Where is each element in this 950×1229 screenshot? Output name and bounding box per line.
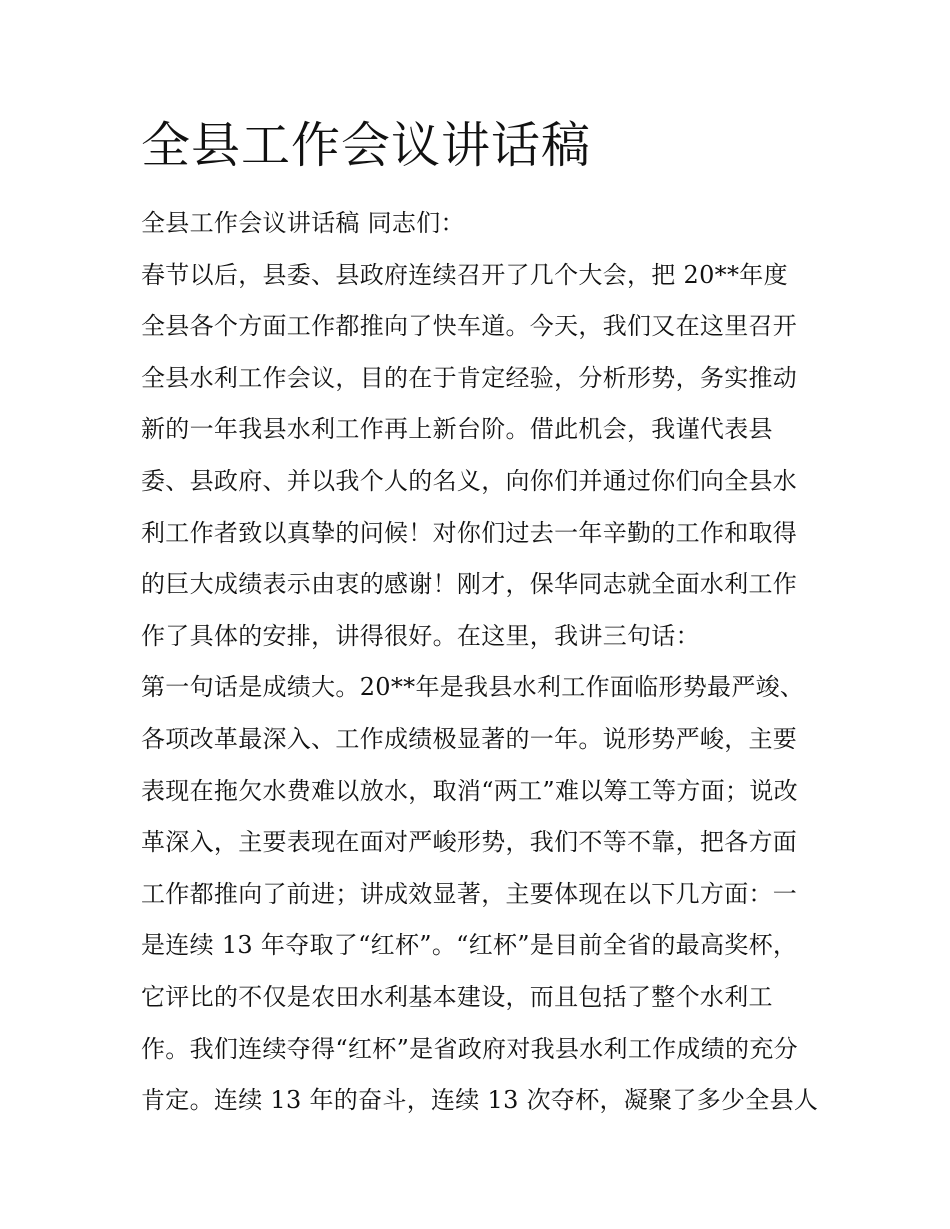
body-line: 委、县政府、并以我个人的名义，向你们并通过你们向全县水 xyxy=(141,466,798,495)
body-line: 新的一年我县水利工作再上新台阶。借此机会，我谨代表县 xyxy=(141,415,773,444)
body-line: 春节以后，县委、县政府连续召开了几个大会，把 20**年度 xyxy=(141,260,788,289)
document-body xyxy=(141,198,821,1127)
body-line: 作了具体的安排，讲得很好。在这里，我讲三句话： xyxy=(141,621,700,650)
body-line: 表现在拖欠水费难以放水，取消“两工”难以筹工等方面；说改 xyxy=(141,776,798,805)
body-line: 利工作者致以真挚的问候！对你们过去一年辛勤的工作和取得 xyxy=(141,518,798,547)
body-line: 全县各个方面工作都推向了快车道。今天，我们又在这里召开 xyxy=(141,312,798,341)
body-line: 作。我们连续夺得“红杯”是省政府对我县水利工作成绩的充分 xyxy=(141,1034,798,1063)
body-line: 全县工作会议讲话稿 同志们： xyxy=(141,209,465,237)
body-line: 是连续 13 年夺取了“红杯”。“红杯”是目前全省的最高奖杯， xyxy=(141,931,798,960)
body-line: 革深入，主要表现在面对严峻形势，我们不等不靠，把各方面 xyxy=(141,828,798,857)
body-line: 全县水利工作会议，目的在于肯定经验，分析形势，务实推动 xyxy=(141,363,798,392)
body-line: 肯定。连续 13 年的奋斗，连续 13 次夺杯，凝聚了多少全县人 xyxy=(141,1086,819,1115)
body-line: 它评比的不仅是农田水利基本建设，而且包括了整个水利工 xyxy=(141,982,773,1011)
body-line: 第一句话是成绩大。20**年是我县水利工作面临形势最严竣、 xyxy=(141,673,805,702)
body-line: 工作都推向了前进；讲成效显著，主要体现在以下几方面：一 xyxy=(141,879,798,908)
body-line: 的巨大成绩表示由衷的感谢！刚才，保华同志就全面水利工作 xyxy=(141,570,798,599)
body-line: 各项改革最深入、工作成绩极显著的一年。说形势严峻，主要 xyxy=(141,724,798,753)
document-title: 全县工作会议讲话稿 xyxy=(141,117,592,174)
